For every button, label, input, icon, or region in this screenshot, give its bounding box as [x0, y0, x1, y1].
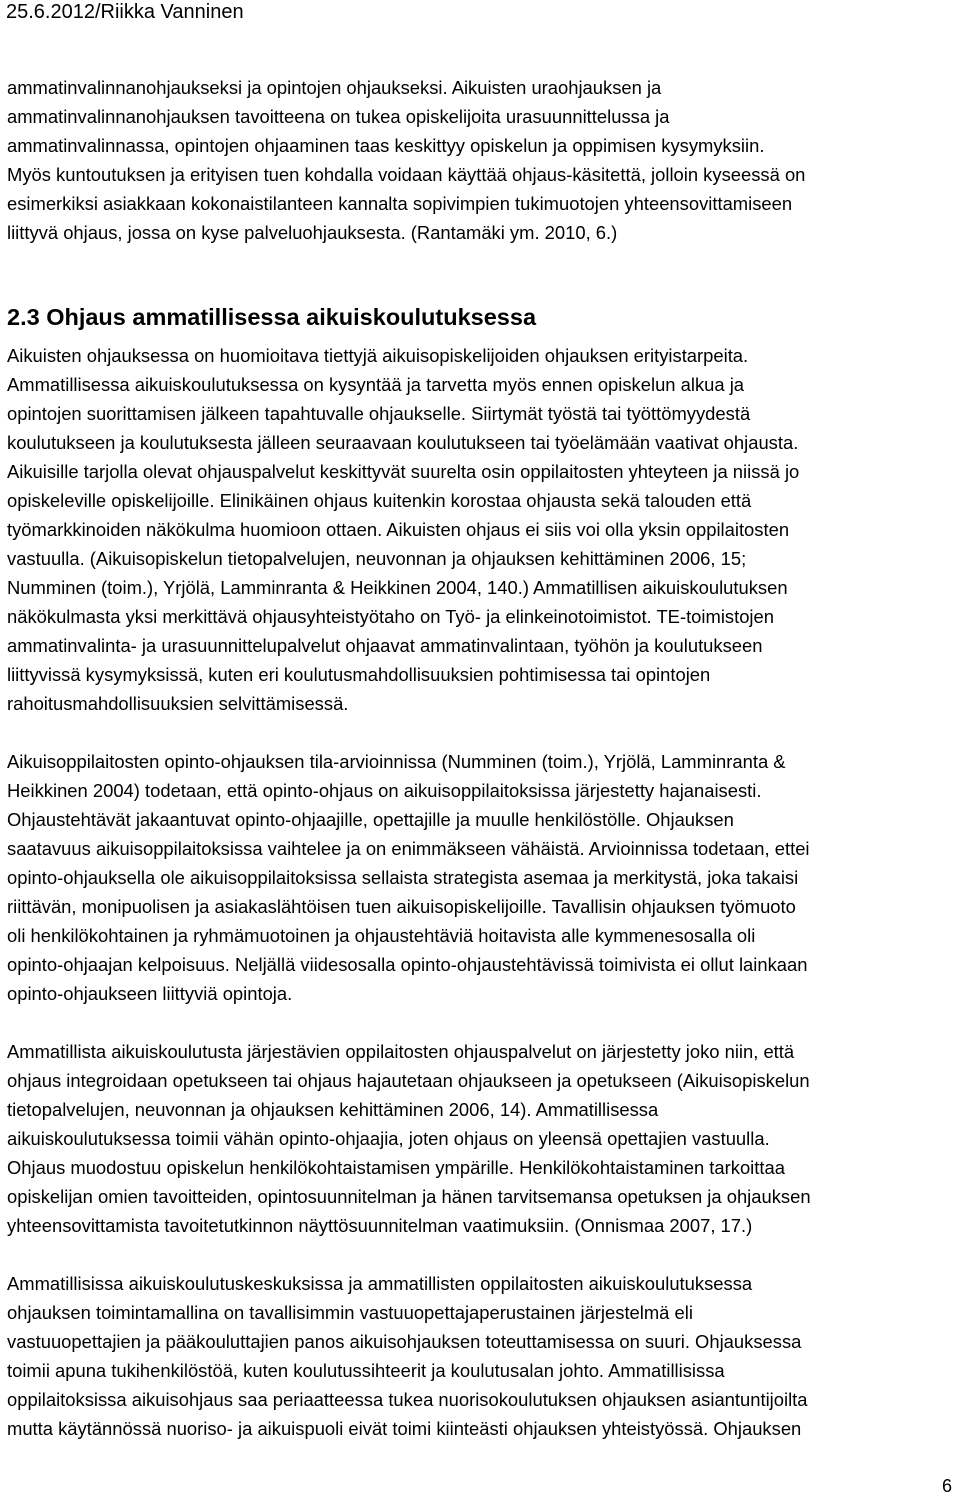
paragraph-3	[7, 747, 957, 1008]
page-number: 6	[941, 1476, 952, 1496]
text-line: ammatinvalinnanohjauksen tavoitteena on tukea opiskelijoita urasuunnittelussa ja	[7, 106, 670, 127]
text-line: Aikuisoppilaitosten opinto-ohjauksen tila-arvioinnissa (Numminen (toim.), Yrjölä, Lamminranta &	[7, 751, 786, 772]
paragraph-1	[7, 73, 957, 247]
text-line: riittävän, monipuolisen ja asiakaslähtöisen tuen aikuisopiskelijoille. Tavallisin ohjauksen työmuoto	[7, 896, 796, 917]
document-body	[7, 73, 957, 1443]
text-line: oppilaitoksissa aikuisohjaus saa periaatteessa tukea nuorisokoulutuksen ohjauksen asiantuntijoilta	[7, 1389, 808, 1410]
text-line: Aikuisille tarjolla olevat ohjauspalvelut keskittyvät suurelta osin oppilaitosten yhteyteen ja niissä jo	[7, 461, 800, 482]
text-line: rahoitusmahdollisuuksien selvittämisessä.	[7, 693, 349, 714]
text-line: Heikkinen 2004) todetaan, että opinto-ohjaus on aikuisoppilaitoksissa järjestetty hajanaisesti.	[7, 780, 762, 801]
text-line: Ammatillisessa aikuiskoulutuksessa on kysyntää ja tarvetta myös ennen opiskelun alkua ja	[7, 374, 745, 395]
page-header: 25.6.2012/Riikka Vanninen	[6, 1, 244, 23]
text-line: liittyvä ohjaus, jossa on kyse palveluohjauksesta. (Rantamäki ym. 2010, 6.)	[7, 222, 618, 243]
text-line: ammatinvalinnanohjaukseksi ja opintojen ohjaukseksi. Aikuisten uraohjauksen ja	[7, 77, 662, 98]
spacer	[7, 1008, 957, 1037]
text-line: liittyvissä kysymyksissä, kuten eri koulutusmahdollisuuksien pohtimisessa tai opintojen	[7, 664, 711, 685]
text-line: aikuiskoulutuksessa toimii vähän opinto-ohjaajia, joten ohjaus on yleensä opettajien vastuulla.	[7, 1128, 770, 1149]
paragraph-4	[7, 1037, 957, 1240]
spacer	[7, 718, 957, 747]
text-line: Myös kuntoutuksen ja erityisen tuen kohdalla voidaan käyttää ohjaus-käsitettä, jolloin kyseessä on	[7, 164, 806, 185]
text-line: näkökulmasta yksi merkittävä ohjausyhteistyötaho on Työ- ja elinkeinotoimistot. TE-toimistojen	[7, 606, 774, 627]
spacer	[7, 1240, 957, 1269]
text-line: vastuuopettajien ja pääkouluttajien panos aikuisohjauksen toteuttamisessa on suuri. Ohjauksessa	[7, 1331, 802, 1352]
text-line: työmarkkinoiden näkökulma huomioon ottaen. Aikuisten ohjaus ei siis voi olla yksin oppilaitosten	[7, 519, 790, 540]
text-line: opinto-ohjaajan kelpoisuus. Neljällä viidesosalla opinto-ohjaustehtävissä toimivista ei ollut lainkaan	[7, 954, 808, 975]
text-line: oli henkilökohtainen ja ryhmämuotoinen ja ohjaustehtäviä hoitavista alle kymmenesosalla oli	[7, 925, 756, 946]
text-line: opiskelijan omien tavoitteiden, opintosuunnitelman ja hänen tarvitsemansa opetuksen ja ohjauksen	[7, 1186, 811, 1207]
text-line: Ohjaus muodostuu opiskelun henkilökohtaistamisen ympärille. Henkilökohtaistaminen tarkoittaa	[7, 1157, 785, 1178]
text-line: opinto-ohjauksella ole aikuisoppilaitoksissa sellaista strategista asemaa ja merkitystä, joka takaisi	[7, 867, 799, 888]
text-line: ammatinvalinta- ja urasuunnittelupalvelut ohjaavat ammatinvalintaan, työhön ja koulutukseen	[7, 635, 763, 656]
text-line: yhteensovittamista tavoitetutkinnon näyttösuunnitelman vaatimuksiin. (Onnismaa 2007, 17.)	[7, 1215, 753, 1236]
text-line: Numminen (toim.), Yrjölä, Lamminranta & Heikkinen 2004, 140.) Ammatillisen aikuiskoulutuksen	[7, 577, 788, 598]
text-line: Ammatillista aikuiskoulutusta järjestävien oppilaitosten ohjauspalvelut on järjestetty joko niin, että	[7, 1041, 795, 1062]
text-line: esimerkiksi asiakkaan kokonaistilanteen kannalta sopivimpien tukimuotojen yhteensovittamiseen	[7, 193, 793, 214]
text-line: ohjauksen toimintamallina on tavallisimmin vastuuopettajaperustainen järjestelmä eli	[7, 1302, 693, 1323]
text-line: opiskeleville opiskelijoille. Elinikäinen ohjaus kuitenkin korostaa ohjausta sekä talouden että	[7, 490, 752, 511]
text-line: toimii apuna tukihenkilöstöä, kuten koulutussihteerit ja koulutusalan johto. Ammatillisissa	[7, 1360, 725, 1381]
text-line: Ohjaustehtävät jakaantuvat opinto-ohjaajille, opettajille ja muulle henkilöstölle. Ohjauksen	[7, 809, 734, 830]
spacer	[7, 247, 957, 276]
text-line: opinto-ohjaukseen liittyviä opintoja.	[7, 983, 293, 1004]
text-line: Aikuisten ohjauksessa on huomioitava tiettyjä aikuisopiskelijoiden ohjauksen erityistarpeita.	[7, 345, 749, 366]
paragraph-5	[7, 1269, 957, 1443]
text-line: opintojen suorittamisen jälkeen tapahtuvalle ohjaukselle. Siirtymät työstä tai työttömyydestä	[7, 403, 751, 424]
section-heading: 2.3 Ohjaus ammatillisessa aikuiskoulutuksessa	[7, 304, 537, 330]
text-line: tietopalvelujen, neuvonnan ja ohjauksen kehittäminen 2006, 14). Ammatillisessa	[7, 1099, 659, 1120]
text-line: koulutukseen ja koulutuksesta jälleen seuraavaan koulutukseen tai työelämään vaativat ohjausta.	[7, 432, 799, 453]
text-line: saatavuus aikuisoppilaitoksissa vaihtelee ja on enimmäkseen vähäistä. Arvioinnissa todetaan, ettei	[7, 838, 810, 859]
text-line: ammatinvalinnassa, opintojen ohjaaminen taas keskittyy opiskelun ja oppimisen kysymyksiin.	[7, 135, 765, 156]
paragraph-2	[7, 341, 957, 718]
text-line: Ammatillisissa aikuiskoulutuskeskuksissa ja ammatillisten oppilaitosten aikuiskoulutuksessa	[7, 1273, 753, 1294]
text-line: vastuulla. (Aikuisopiskelun tietopalvelujen, neuvonnan ja ohjauksen kehittäminen 2006, 15;	[7, 548, 747, 569]
text-line: ohjaus integroidaan opetukseen tai ohjaus hajautetaan ohjaukseen ja opetukseen (Aikuisopiskelun	[7, 1070, 810, 1091]
text-line: mutta käytännössä nuoriso- ja aikuispuoli eivät toimi kiinteästi ohjauksen yhteistyössä. Ohjauksen	[7, 1418, 802, 1439]
spacer	[7, 276, 957, 295]
